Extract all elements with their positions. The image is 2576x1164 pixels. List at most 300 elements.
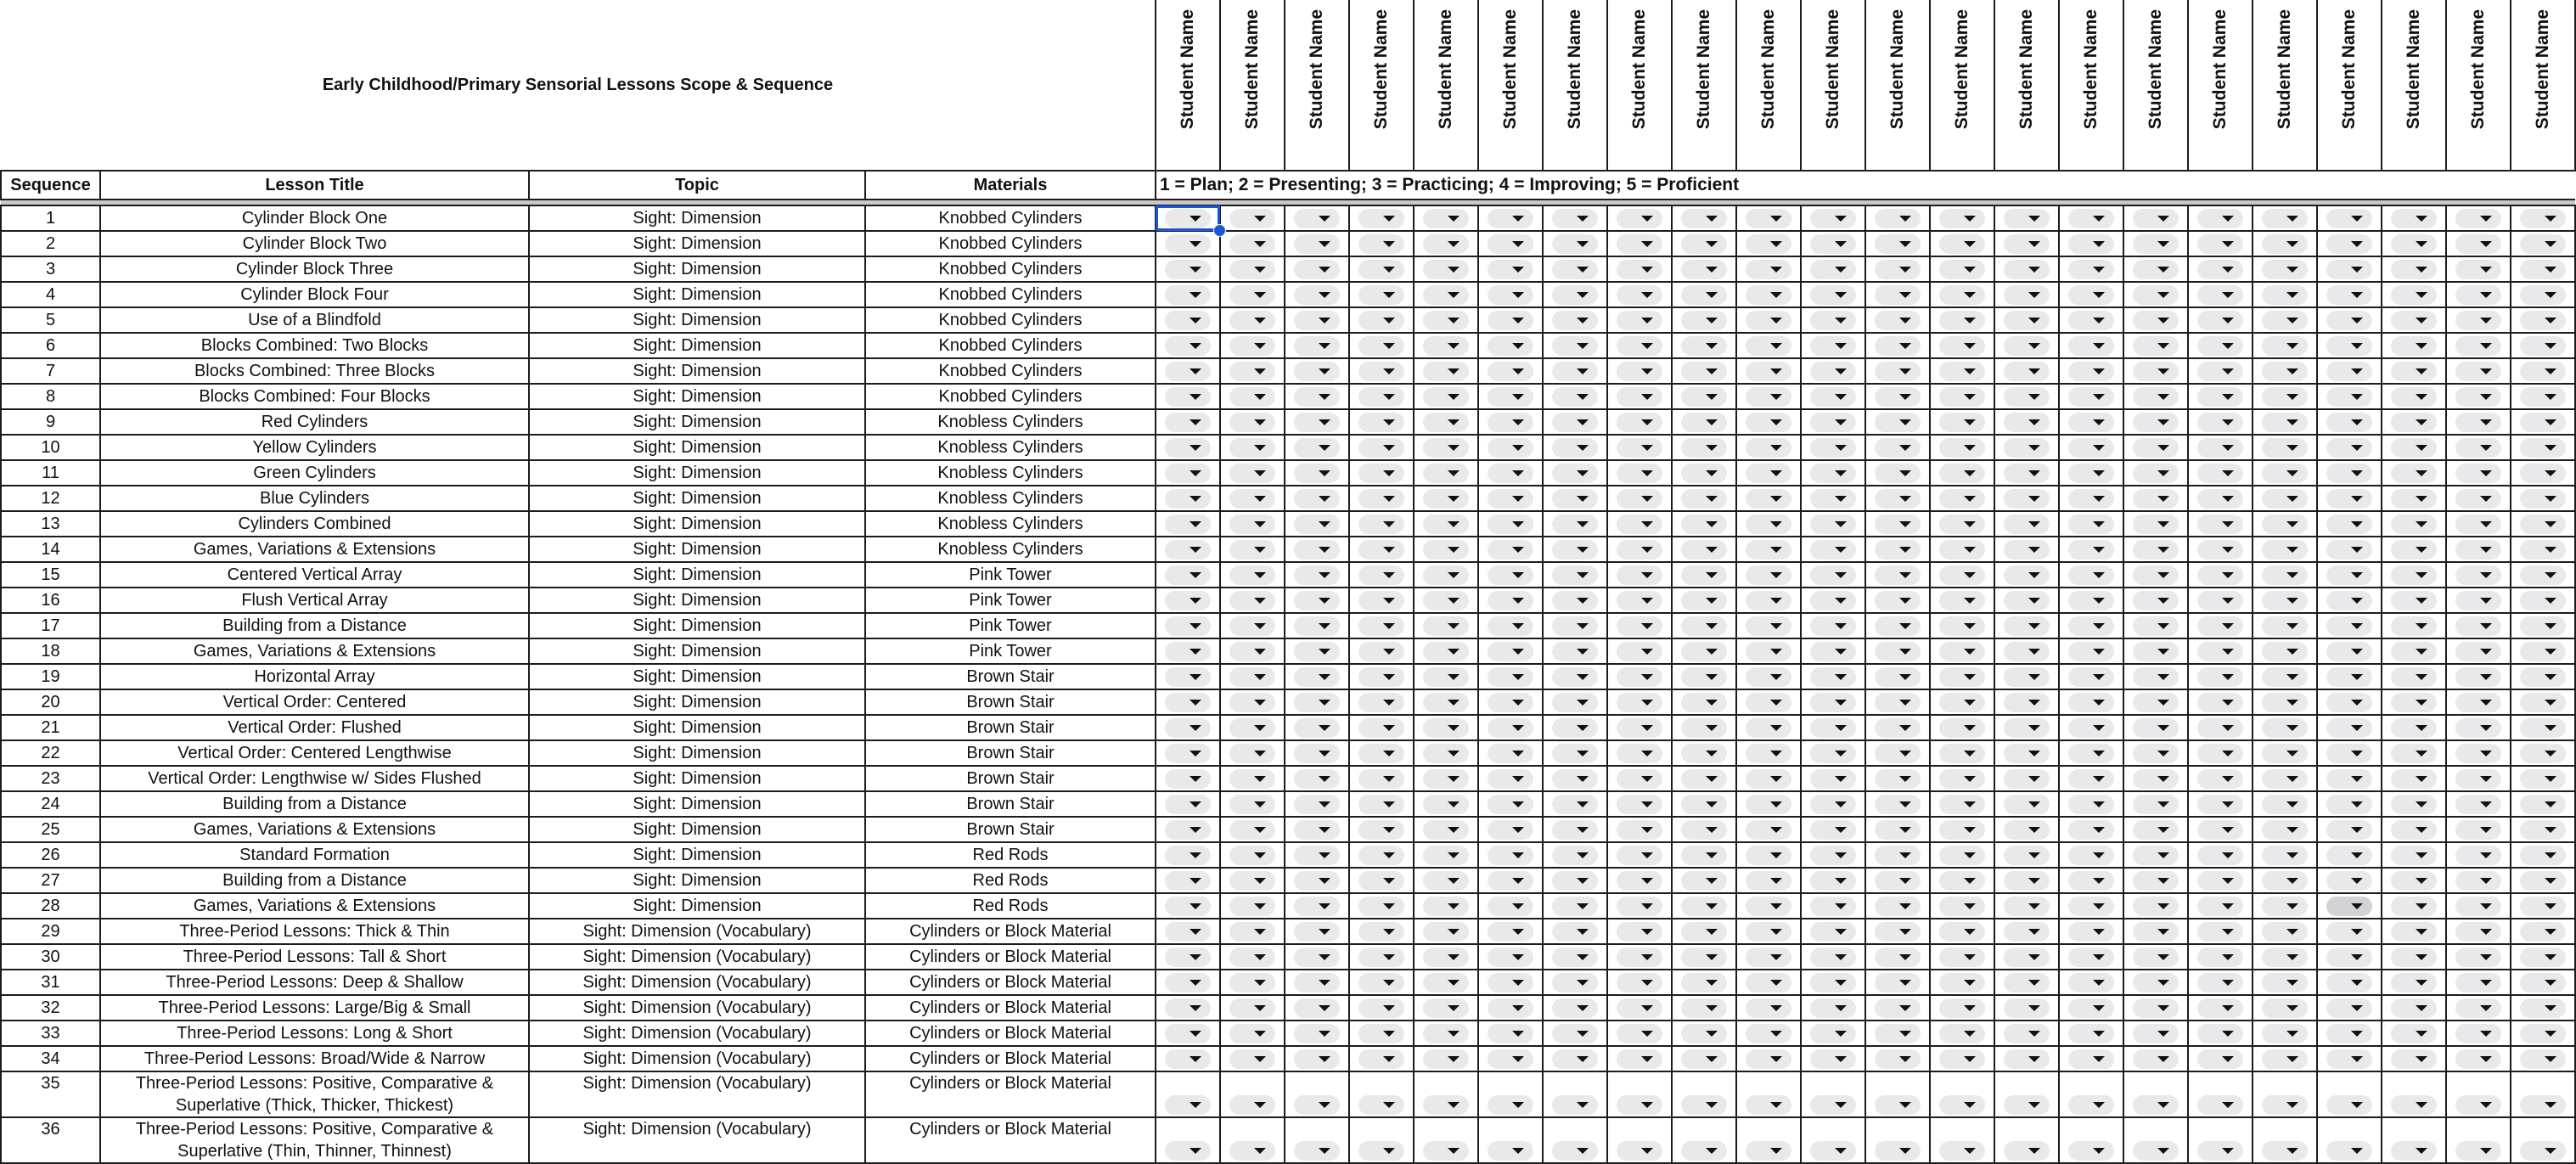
rating-cell[interactable] xyxy=(2317,868,2382,893)
rating-dropdown[interactable] xyxy=(2068,362,2114,381)
rating-dropdown[interactable] xyxy=(1229,311,1275,330)
rating-dropdown[interactable] xyxy=(2455,311,2501,330)
rating-dropdown[interactable] xyxy=(2197,489,2243,509)
rating-dropdown[interactable] xyxy=(2391,515,2437,534)
sequence-cell[interactable]: 18 xyxy=(1,638,100,664)
rating-cell[interactable] xyxy=(2317,231,2382,256)
lesson-title-cell[interactable]: Games, Variations & Extensions xyxy=(100,893,529,919)
rating-dropdown[interactable] xyxy=(1810,362,1856,381)
rating-dropdown[interactable] xyxy=(1681,1095,1727,1115)
sequence-cell[interactable]: 21 xyxy=(1,715,100,740)
rating-cell[interactable] xyxy=(1543,333,1607,358)
rating-cell[interactable] xyxy=(2059,868,2123,893)
rating-cell[interactable] xyxy=(1414,613,1478,638)
materials-cell[interactable]: Brown Stair xyxy=(865,740,1156,766)
rating-dropdown[interactable] xyxy=(2262,922,2308,942)
rating-dropdown[interactable] xyxy=(1488,285,1533,305)
rating-cell[interactable] xyxy=(1285,842,1349,868)
rating-dropdown[interactable] xyxy=(2197,820,2243,840)
rating-cell[interactable] xyxy=(1220,511,1285,537)
rating-dropdown[interactable] xyxy=(1746,387,1791,407)
rating-dropdown[interactable] xyxy=(2262,667,2308,687)
rating-cell[interactable] xyxy=(1285,995,1349,1021)
rating-dropdown[interactable] xyxy=(2326,744,2372,763)
rating-cell[interactable] xyxy=(1736,588,1801,613)
rating-cell[interactable] xyxy=(1607,511,1672,537)
rating-cell[interactable] xyxy=(1736,307,1801,333)
rating-cell[interactable] xyxy=(1414,231,1478,256)
rating-dropdown[interactable] xyxy=(1358,1095,1404,1115)
rating-dropdown[interactable] xyxy=(1939,642,1985,661)
rating-cell[interactable] xyxy=(1801,384,1865,409)
rating-cell[interactable] xyxy=(1220,893,1285,919)
rating-cell[interactable] xyxy=(2446,562,2511,588)
rating-dropdown[interactable] xyxy=(1810,846,1856,865)
header-topic[interactable]: Topic xyxy=(529,171,865,200)
rating-dropdown[interactable] xyxy=(1165,438,1211,458)
lesson-title-cell[interactable]: Three-Period Lessons: Large/Big & Small xyxy=(100,995,529,1021)
rating-dropdown[interactable] xyxy=(1875,591,1921,610)
rating-cell[interactable] xyxy=(1865,511,1930,537)
rating-dropdown[interactable] xyxy=(1875,387,1921,407)
rating-dropdown[interactable] xyxy=(2455,642,2501,661)
rating-dropdown[interactable] xyxy=(1875,311,1921,330)
rating-cell[interactable] xyxy=(1543,740,1607,766)
rating-dropdown[interactable] xyxy=(1229,260,1275,279)
rating-dropdown[interactable] xyxy=(1165,897,1211,916)
rating-dropdown[interactable] xyxy=(2455,616,2501,636)
rating-cell[interactable] xyxy=(1349,995,1414,1021)
rating-dropdown[interactable] xyxy=(2326,515,2372,534)
rating-cell[interactable] xyxy=(1220,562,1285,588)
materials-cell[interactable]: Red Rods xyxy=(865,842,1156,868)
rating-cell[interactable] xyxy=(1414,919,1478,944)
rating-dropdown[interactable] xyxy=(1681,871,1727,891)
rating-cell[interactable] xyxy=(1672,435,1736,460)
rating-cell[interactable] xyxy=(1930,868,1994,893)
rating-cell[interactable] xyxy=(2253,970,2317,995)
materials-cell[interactable]: Cylinders or Block Material xyxy=(865,919,1156,944)
rating-dropdown[interactable] xyxy=(2068,464,2114,483)
rating-cell[interactable] xyxy=(1607,588,1672,613)
rating-dropdown[interactable] xyxy=(1617,718,1662,738)
rating-dropdown[interactable] xyxy=(1358,565,1404,585)
materials-cell[interactable]: Knobless Cylinders xyxy=(865,460,1156,486)
rating-cell[interactable] xyxy=(1801,715,1865,740)
rating-cell[interactable] xyxy=(2382,868,2446,893)
rating-dropdown[interactable] xyxy=(1294,489,1340,509)
rating-cell[interactable] xyxy=(1736,919,1801,944)
rating-cell[interactable] xyxy=(1285,893,1349,919)
rating-dropdown[interactable] xyxy=(1358,846,1404,865)
rating-cell[interactable] xyxy=(1478,1046,1543,1071)
rating-dropdown[interactable] xyxy=(1875,336,1921,356)
rating-cell[interactable] xyxy=(2446,613,2511,638)
rating-dropdown[interactable] xyxy=(1488,1141,1533,1161)
rating-dropdown[interactable] xyxy=(2004,846,2050,865)
rating-cell[interactable] xyxy=(2511,664,2575,689)
rating-cell[interactable] xyxy=(1930,715,1994,740)
rating-dropdown[interactable] xyxy=(2391,464,2437,483)
rating-cell[interactable] xyxy=(1865,358,1930,384)
rating-cell[interactable] xyxy=(2446,1071,2511,1117)
rating-dropdown[interactable] xyxy=(2326,311,2372,330)
rating-dropdown[interactable] xyxy=(1165,464,1211,483)
rating-cell[interactable] xyxy=(2382,919,2446,944)
sequence-cell[interactable]: 30 xyxy=(1,944,100,970)
rating-dropdown[interactable] xyxy=(1294,362,1340,381)
rating-cell[interactable] xyxy=(2059,638,2123,664)
rating-dropdown[interactable] xyxy=(2197,311,2243,330)
rating-dropdown[interactable] xyxy=(1617,464,1662,483)
rating-dropdown[interactable] xyxy=(2133,209,2179,228)
rating-cell[interactable] xyxy=(2446,995,2511,1021)
rating-dropdown[interactable] xyxy=(1875,922,1921,942)
rating-cell[interactable] xyxy=(1349,333,1414,358)
rating-dropdown[interactable] xyxy=(2004,209,2050,228)
rating-dropdown[interactable] xyxy=(1681,973,1727,992)
rating-dropdown[interactable] xyxy=(2262,846,2308,865)
rating-cell[interactable] xyxy=(2253,231,2317,256)
rating-cell[interactable] xyxy=(1930,511,1994,537)
materials-cell[interactable]: Brown Stair xyxy=(865,791,1156,817)
rating-cell[interactable] xyxy=(2317,1021,2382,1046)
rating-dropdown[interactable] xyxy=(1681,642,1727,661)
rating-dropdown[interactable] xyxy=(1229,515,1275,534)
rating-cell[interactable] xyxy=(2382,205,2446,231)
rating-dropdown[interactable] xyxy=(1617,362,1662,381)
rating-cell[interactable] xyxy=(1865,766,1930,791)
rating-dropdown[interactable] xyxy=(2391,871,2437,891)
rating-cell[interactable] xyxy=(2123,868,2188,893)
rating-cell[interactable] xyxy=(1736,817,1801,842)
rating-dropdown[interactable] xyxy=(1165,693,1211,712)
rating-cell[interactable] xyxy=(1607,995,1672,1021)
rating-dropdown[interactable] xyxy=(1810,795,1856,814)
rating-dropdown[interactable] xyxy=(1810,464,1856,483)
rating-cell[interactable] xyxy=(1349,435,1414,460)
rating-cell[interactable] xyxy=(2188,435,2253,460)
rating-dropdown[interactable] xyxy=(1488,897,1533,916)
rating-dropdown[interactable] xyxy=(1423,1049,1469,1069)
rating-dropdown[interactable] xyxy=(1875,1024,1921,1043)
rating-dropdown[interactable] xyxy=(1617,693,1662,712)
rating-dropdown[interactable] xyxy=(1488,846,1533,865)
rating-cell[interactable] xyxy=(2511,409,2575,435)
rating-cell[interactable] xyxy=(1349,409,1414,435)
rating-dropdown[interactable] xyxy=(1165,413,1211,432)
materials-cell[interactable]: Knobbed Cylinders xyxy=(865,205,1156,231)
rating-dropdown[interactable] xyxy=(2391,1049,2437,1069)
rating-cell[interactable] xyxy=(1285,970,1349,995)
rating-cell[interactable] xyxy=(1865,689,1930,715)
rating-cell[interactable] xyxy=(2317,384,2382,409)
header-materials[interactable]: Materials xyxy=(865,171,1156,200)
rating-cell[interactable] xyxy=(1801,740,1865,766)
rating-cell[interactable] xyxy=(1220,1071,1285,1117)
rating-cell[interactable] xyxy=(2382,766,2446,791)
rating-dropdown[interactable] xyxy=(1423,387,1469,407)
rating-dropdown[interactable] xyxy=(2004,311,2050,330)
rating-cell[interactable] xyxy=(1994,205,2059,231)
rating-cell[interactable] xyxy=(1801,766,1865,791)
rating-cell[interactable] xyxy=(1865,919,1930,944)
rating-cell[interactable] xyxy=(1736,1117,1801,1163)
rating-dropdown[interactable] xyxy=(2004,948,2050,967)
rating-dropdown[interactable] xyxy=(1165,311,1211,330)
topic-cell[interactable]: Sight: Dimension xyxy=(529,893,865,919)
rating-dropdown[interactable] xyxy=(2520,311,2566,330)
rating-dropdown[interactable] xyxy=(1358,209,1404,228)
rating-cell[interactable] xyxy=(1543,256,1607,282)
rating-dropdown[interactable] xyxy=(1488,591,1533,610)
rating-dropdown[interactable] xyxy=(2133,998,2179,1018)
sequence-cell[interactable]: 24 xyxy=(1,791,100,817)
rating-dropdown[interactable] xyxy=(1229,744,1275,763)
rating-cell[interactable] xyxy=(1801,333,1865,358)
rating-dropdown[interactable] xyxy=(2391,948,2437,967)
rating-dropdown[interactable] xyxy=(1617,795,1662,814)
rating-dropdown[interactable] xyxy=(1617,922,1662,942)
rating-dropdown[interactable] xyxy=(1746,769,1791,789)
sequence-cell[interactable]: 14 xyxy=(1,537,100,562)
topic-cell[interactable]: Sight: Dimension xyxy=(529,791,865,817)
materials-cell[interactable]: Knobless Cylinders xyxy=(865,435,1156,460)
topic-cell[interactable]: Sight: Dimension (Vocabulary) xyxy=(529,1117,865,1163)
rating-cell[interactable] xyxy=(1156,307,1220,333)
rating-dropdown[interactable] xyxy=(1552,642,1598,661)
rating-dropdown[interactable] xyxy=(2391,846,2437,865)
sequence-cell[interactable]: 6 xyxy=(1,333,100,358)
rating-cell[interactable] xyxy=(2188,664,2253,689)
rating-cell[interactable] xyxy=(2059,409,2123,435)
sequence-cell[interactable]: 13 xyxy=(1,511,100,537)
rating-dropdown[interactable] xyxy=(1552,311,1598,330)
rating-cell[interactable] xyxy=(2059,791,2123,817)
rating-dropdown[interactable] xyxy=(2520,616,2566,636)
rating-dropdown[interactable] xyxy=(2068,795,2114,814)
rating-dropdown[interactable] xyxy=(2004,718,2050,738)
rating-cell[interactable] xyxy=(1414,817,1478,842)
sheet-title[interactable]: Early Childhood/Primary Sensorial Lessons Scope & Sequence xyxy=(1,0,1156,171)
rating-dropdown[interactable] xyxy=(2068,515,2114,534)
rating-dropdown[interactable] xyxy=(1552,922,1598,942)
topic-cell[interactable]: Sight: Dimension xyxy=(529,435,865,460)
rating-cell[interactable] xyxy=(2511,613,2575,638)
rating-cell[interactable] xyxy=(2382,1071,2446,1117)
rating-cell[interactable] xyxy=(2511,766,2575,791)
rating-dropdown[interactable] xyxy=(2326,1024,2372,1043)
rating-dropdown[interactable] xyxy=(1552,336,1598,356)
rating-cell[interactable] xyxy=(1478,537,1543,562)
topic-cell[interactable]: Sight: Dimension xyxy=(529,358,865,384)
rating-cell[interactable] xyxy=(2317,1071,2382,1117)
rating-cell[interactable] xyxy=(2059,766,2123,791)
rating-dropdown[interactable] xyxy=(2133,413,2179,432)
rating-cell[interactable] xyxy=(1349,715,1414,740)
rating-dropdown[interactable] xyxy=(2262,820,2308,840)
rating-dropdown[interactable] xyxy=(2133,489,2179,509)
rating-cell[interactable] xyxy=(2317,358,2382,384)
rating-dropdown[interactable] xyxy=(2133,1095,2179,1115)
rating-dropdown[interactable] xyxy=(1810,871,1856,891)
rating-cell[interactable] xyxy=(2123,1046,2188,1071)
rating-dropdown[interactable] xyxy=(1810,769,1856,789)
rating-cell[interactable] xyxy=(2188,1021,2253,1046)
rating-cell[interactable] xyxy=(1220,333,1285,358)
rating-dropdown[interactable] xyxy=(2391,260,2437,279)
rating-dropdown[interactable] xyxy=(1681,591,1727,610)
rating-cell[interactable] xyxy=(1994,511,2059,537)
rating-dropdown[interactable] xyxy=(2262,795,2308,814)
rating-dropdown[interactable] xyxy=(2004,769,2050,789)
rating-cell[interactable] xyxy=(1156,893,1220,919)
rating-dropdown[interactable] xyxy=(2197,540,2243,560)
rating-dropdown[interactable] xyxy=(2520,260,2566,279)
rating-cell[interactable] xyxy=(1607,791,1672,817)
sequence-cell[interactable]: 11 xyxy=(1,460,100,486)
rating-dropdown[interactable] xyxy=(2068,693,2114,712)
rating-dropdown[interactable] xyxy=(2004,1141,2050,1161)
rating-cell[interactable] xyxy=(1865,307,1930,333)
rating-cell[interactable] xyxy=(1349,358,1414,384)
rating-cell[interactable] xyxy=(2382,435,2446,460)
student-name-header[interactable] xyxy=(2123,0,2188,171)
rating-cell[interactable] xyxy=(1285,1021,1349,1046)
rating-dropdown[interactable] xyxy=(1746,795,1791,814)
rating-dropdown[interactable] xyxy=(1358,744,1404,763)
rating-cell[interactable] xyxy=(1156,715,1220,740)
rating-cell[interactable] xyxy=(1414,893,1478,919)
rating-dropdown[interactable] xyxy=(2133,565,2179,585)
lesson-title-cell[interactable]: Blue Cylinders xyxy=(100,486,529,511)
rating-cell[interactable] xyxy=(1220,970,1285,995)
rating-cell[interactable] xyxy=(2253,842,2317,868)
rating-cell[interactable] xyxy=(1220,1117,1285,1163)
rating-cell[interactable] xyxy=(2317,817,2382,842)
rating-cell[interactable] xyxy=(2123,638,2188,664)
rating-dropdown[interactable] xyxy=(1488,540,1533,560)
rating-dropdown[interactable] xyxy=(2455,285,2501,305)
rating-dropdown[interactable] xyxy=(1229,387,1275,407)
rating-cell[interactable] xyxy=(1349,282,1414,307)
rating-dropdown[interactable] xyxy=(1423,744,1469,763)
rating-dropdown[interactable] xyxy=(1939,769,1985,789)
rating-dropdown[interactable] xyxy=(1488,362,1533,381)
lesson-title-cell[interactable]: Red Cylinders xyxy=(100,409,529,435)
rating-dropdown[interactable] xyxy=(2133,718,2179,738)
rating-cell[interactable] xyxy=(2188,486,2253,511)
rating-cell[interactable] xyxy=(1736,842,1801,868)
rating-dropdown[interactable] xyxy=(1488,871,1533,891)
lesson-title-cell[interactable]: Cylinder Block Two xyxy=(100,231,529,256)
topic-cell[interactable]: Sight: Dimension xyxy=(529,486,865,511)
materials-cell[interactable]: Cylinders or Block Material xyxy=(865,1021,1156,1046)
rating-dropdown[interactable] xyxy=(1681,922,1727,942)
rating-dropdown[interactable] xyxy=(2133,387,2179,407)
rating-cell[interactable] xyxy=(2123,919,2188,944)
rating-dropdown[interactable] xyxy=(2068,642,2114,661)
lesson-title-cell[interactable]: Three-Period Lessons: Positive, Comparative & Superlative (Thin, Thinner, Thinnest) xyxy=(100,1117,529,1163)
rating-dropdown[interactable] xyxy=(2197,1049,2243,1069)
rating-cell[interactable] xyxy=(2317,282,2382,307)
rating-dropdown[interactable] xyxy=(1681,464,1727,483)
rating-dropdown[interactable] xyxy=(2262,897,2308,916)
sequence-cell[interactable]: 4 xyxy=(1,282,100,307)
rating-cell[interactable] xyxy=(1736,613,1801,638)
rating-dropdown[interactable] xyxy=(1358,515,1404,534)
rating-dropdown[interactable] xyxy=(1746,897,1791,916)
rating-dropdown[interactable] xyxy=(1229,438,1275,458)
rating-cell[interactable] xyxy=(2446,893,2511,919)
rating-cell[interactable] xyxy=(1285,638,1349,664)
rating-cell[interactable] xyxy=(1220,868,1285,893)
rating-cell[interactable] xyxy=(1607,1046,1672,1071)
rating-cell[interactable] xyxy=(2511,205,2575,231)
rating-cell[interactable] xyxy=(2382,613,2446,638)
rating-cell[interactable] xyxy=(2253,333,2317,358)
rating-cell[interactable] xyxy=(1994,409,2059,435)
rating-dropdown[interactable] xyxy=(2455,922,2501,942)
rating-cell[interactable] xyxy=(1865,486,1930,511)
rating-dropdown[interactable] xyxy=(1746,744,1791,763)
rating-dropdown[interactable] xyxy=(1488,769,1533,789)
rating-cell[interactable] xyxy=(2059,842,2123,868)
rating-dropdown[interactable] xyxy=(2455,260,2501,279)
rating-dropdown[interactable] xyxy=(2455,1049,2501,1069)
rating-cell[interactable] xyxy=(1672,817,1736,842)
rating-dropdown[interactable] xyxy=(2197,1095,2243,1115)
rating-dropdown[interactable] xyxy=(1358,871,1404,891)
rating-cell[interactable] xyxy=(2059,358,2123,384)
rating-dropdown[interactable] xyxy=(2068,260,2114,279)
rating-cell[interactable] xyxy=(1414,638,1478,664)
rating-cell[interactable] xyxy=(1543,282,1607,307)
rating-dropdown[interactable] xyxy=(1294,260,1340,279)
rating-dropdown[interactable] xyxy=(1488,234,1533,254)
rating-cell[interactable] xyxy=(1865,537,1930,562)
rating-dropdown[interactable] xyxy=(1423,489,1469,509)
rating-dropdown[interactable] xyxy=(1552,616,1598,636)
rating-cell[interactable] xyxy=(1349,689,1414,715)
rating-dropdown[interactable] xyxy=(2326,973,2372,992)
rating-cell[interactable] xyxy=(1285,1117,1349,1163)
rating-cell[interactable] xyxy=(1285,256,1349,282)
rating-dropdown[interactable] xyxy=(1358,464,1404,483)
rating-cell[interactable] xyxy=(1414,333,1478,358)
rating-dropdown[interactable] xyxy=(1617,1141,1662,1161)
rating-dropdown[interactable] xyxy=(1423,998,1469,1018)
rating-dropdown[interactable] xyxy=(2455,769,2501,789)
rating-dropdown[interactable] xyxy=(1552,718,1598,738)
student-name-header[interactable] xyxy=(2511,0,2575,171)
rating-cell[interactable] xyxy=(1930,791,1994,817)
rating-dropdown[interactable] xyxy=(1746,973,1791,992)
rating-cell[interactable] xyxy=(2382,664,2446,689)
rating-dropdown[interactable] xyxy=(1681,565,1727,585)
topic-cell[interactable]: Sight: Dimension xyxy=(529,715,865,740)
rating-cell[interactable] xyxy=(1220,664,1285,689)
rating-dropdown[interactable] xyxy=(1358,769,1404,789)
rating-cell[interactable] xyxy=(1994,893,2059,919)
rating-dropdown[interactable] xyxy=(2455,846,2501,865)
rating-dropdown[interactable] xyxy=(2326,642,2372,661)
rating-cell[interactable] xyxy=(2446,588,2511,613)
rating-cell[interactable] xyxy=(2511,638,2575,664)
rating-dropdown[interactable] xyxy=(2326,922,2372,942)
rating-dropdown[interactable] xyxy=(1552,998,1598,1018)
rating-dropdown[interactable] xyxy=(2391,209,2437,228)
